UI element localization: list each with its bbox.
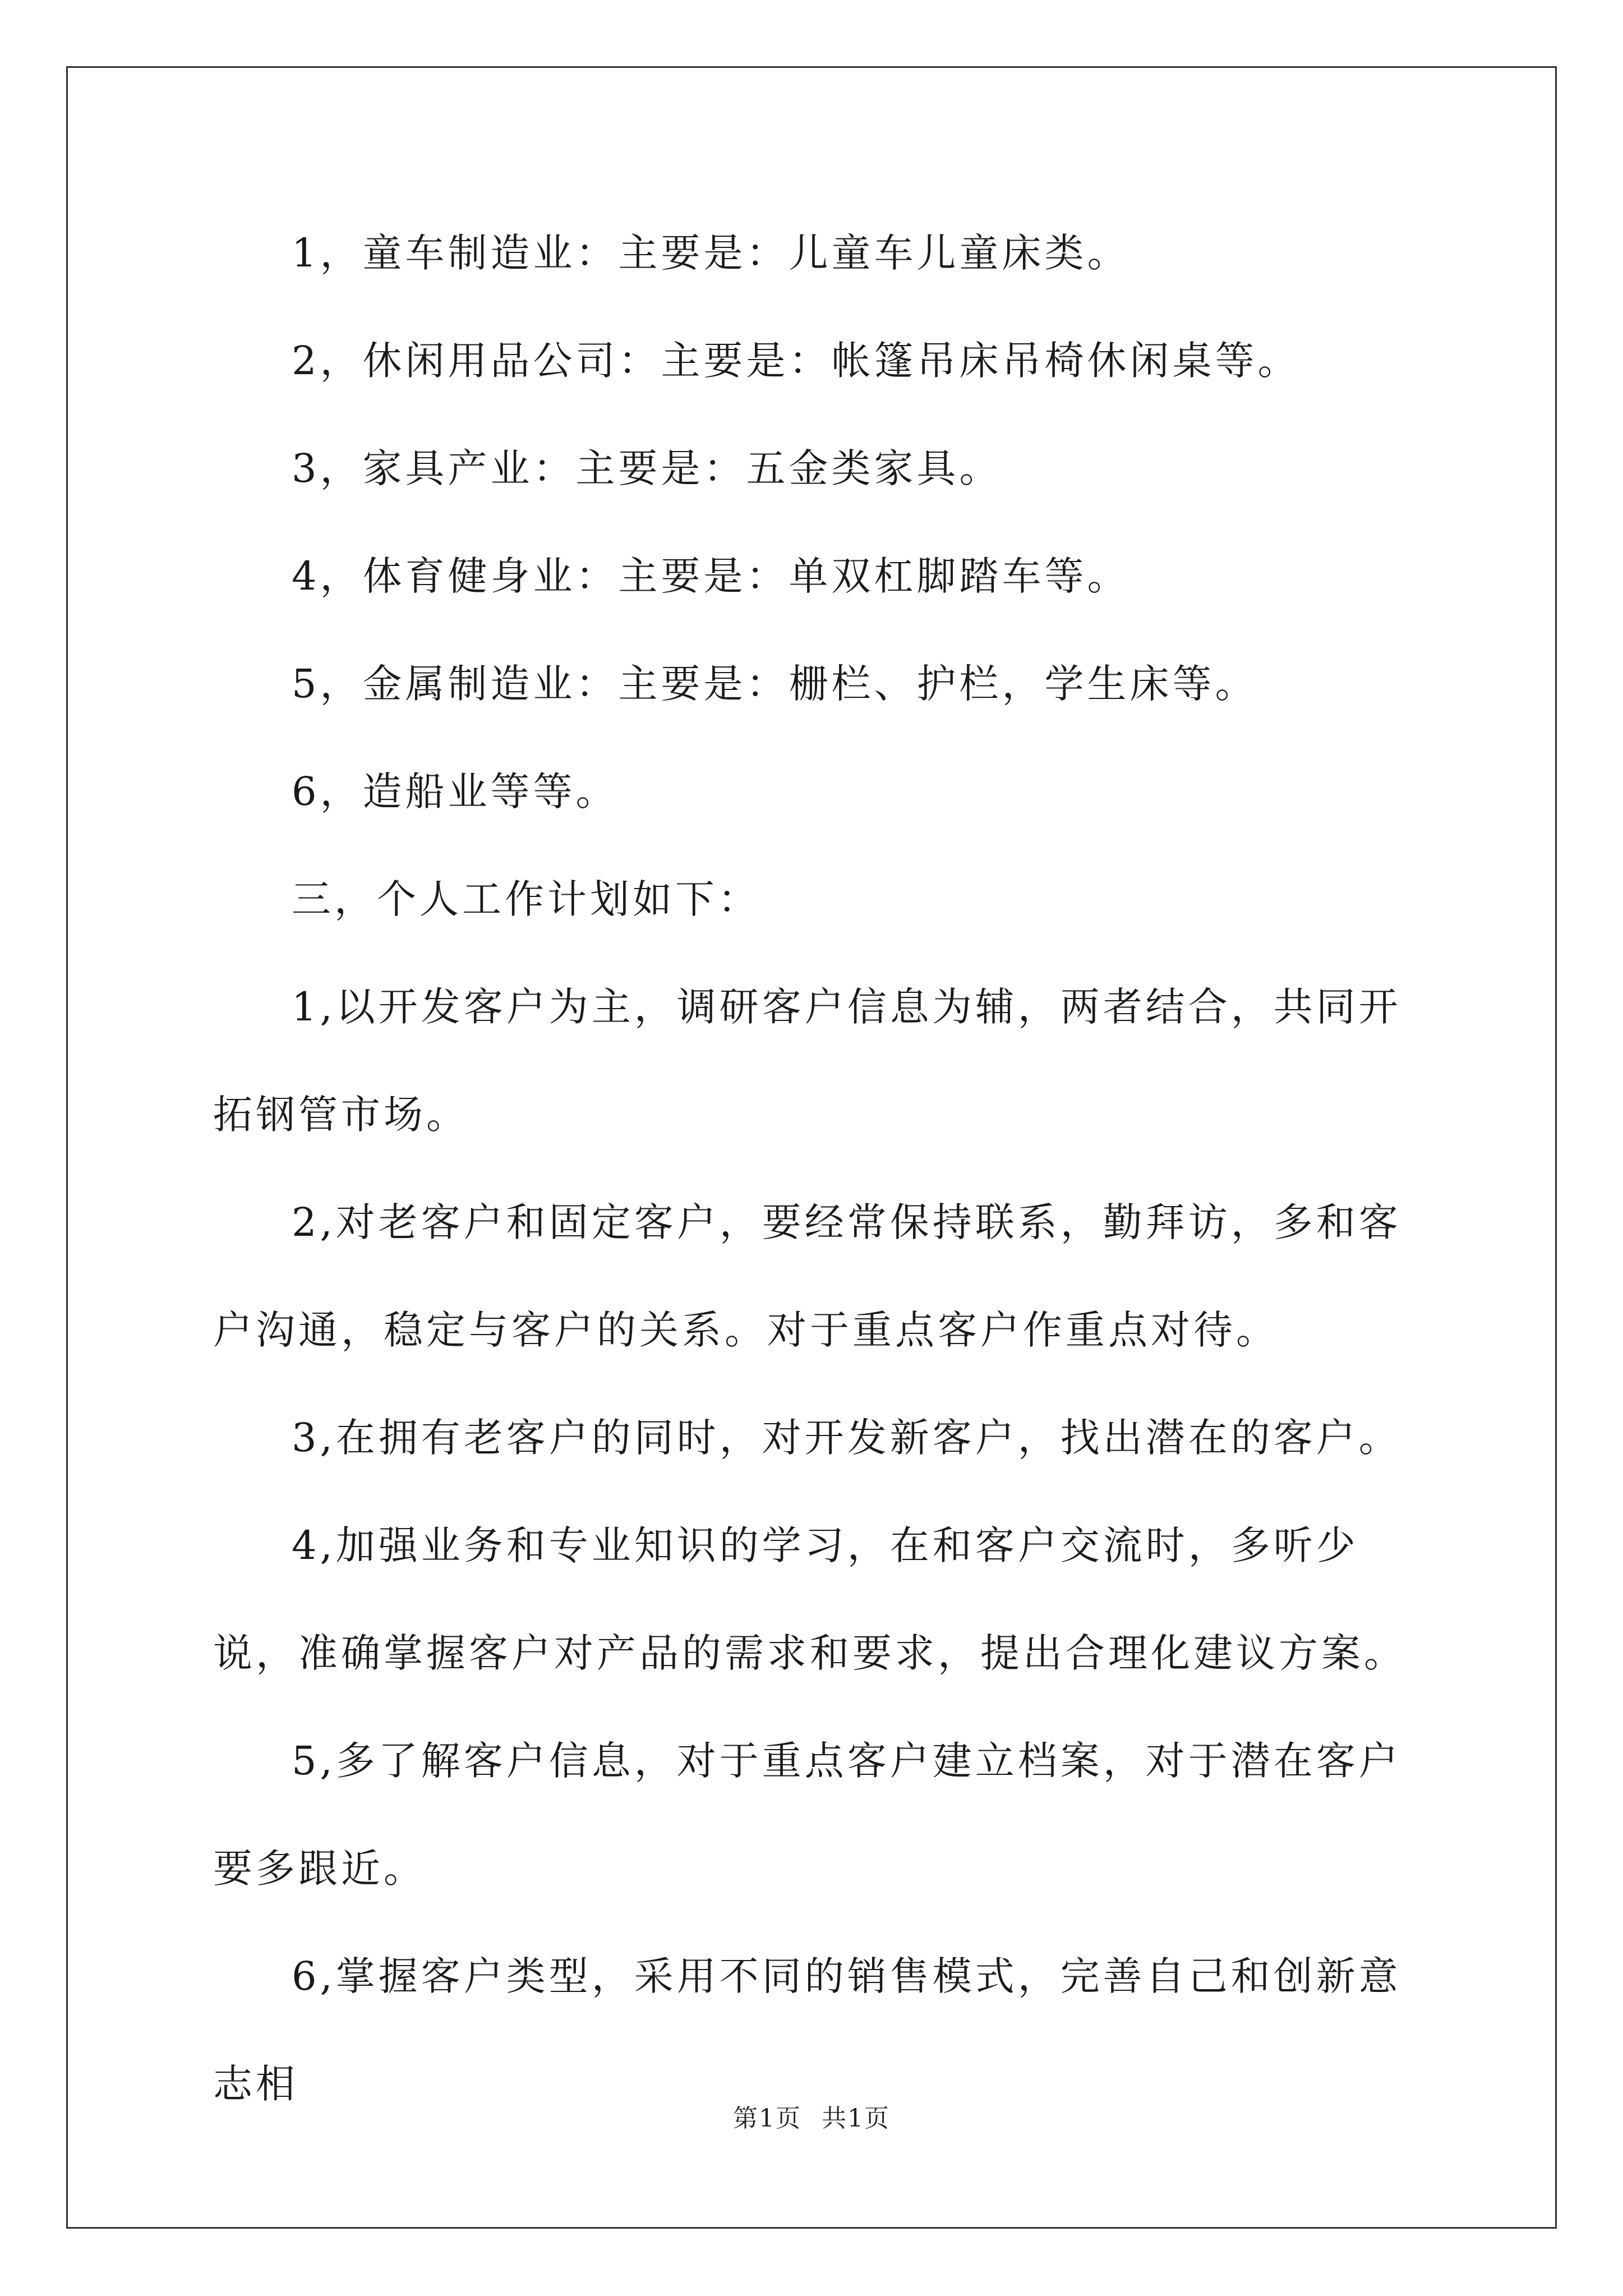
page-footer	[0, 2098, 1623, 2134]
paragraph-4: 4，体育健身业：主要是：单双杠脚踏车等。	[292, 553, 1130, 599]
paragraph-3: 3，家具产业：主要是：五金类家具。	[292, 445, 1002, 491]
page-number-total: 共1页	[822, 2104, 890, 2133]
plan-item-6: 6,掌握客户类型，采用不同的销售模式，完善自己和创新意志相	[213, 1953, 1401, 2107]
plan-item-4: 4,加强业务和专业知识的学习，在和客户交流时，多听少说，准确掌握客户对产品的需求和要求，提出合理化建议方案。	[213, 1522, 1407, 1676]
page-number-current: 第1页	[733, 2104, 801, 2133]
section-heading: 三，个人工作计划如下：	[292, 876, 760, 922]
paragraph-5: 5，金属制造业：主要是：栅栏、护栏，学生床等。	[292, 661, 1258, 707]
plan-item-3: 3,在拥有老客户的同时，对开发新客户，找出潜在的客户。	[292, 1415, 1401, 1461]
paragraph-2: 2，休闲用品公司：主要是：帐篷吊床吊椅休闲桌等。	[292, 338, 1301, 384]
plan-item-1: 1,以开发客户为主，调研客户信息为辅，两者结合，共同开拓钢管市场。	[213, 984, 1401, 1138]
paragraph-6: 6，造船业等等。	[292, 769, 619, 815]
paragraph-1: 1，童车制造业：主要是：儿童车儿童床类。	[292, 230, 1130, 276]
plan-item-2: 2,对老客户和固定客户，要经常保持联系，勤拜访，多和客户沟通，稳定与客户的关系。对于重点客户作重点对待。	[213, 1199, 1401, 1353]
plan-item-5: 5,多了解客户信息，对于重点客户建立档案，对于潜在客户要多跟近。	[213, 1738, 1401, 1892]
